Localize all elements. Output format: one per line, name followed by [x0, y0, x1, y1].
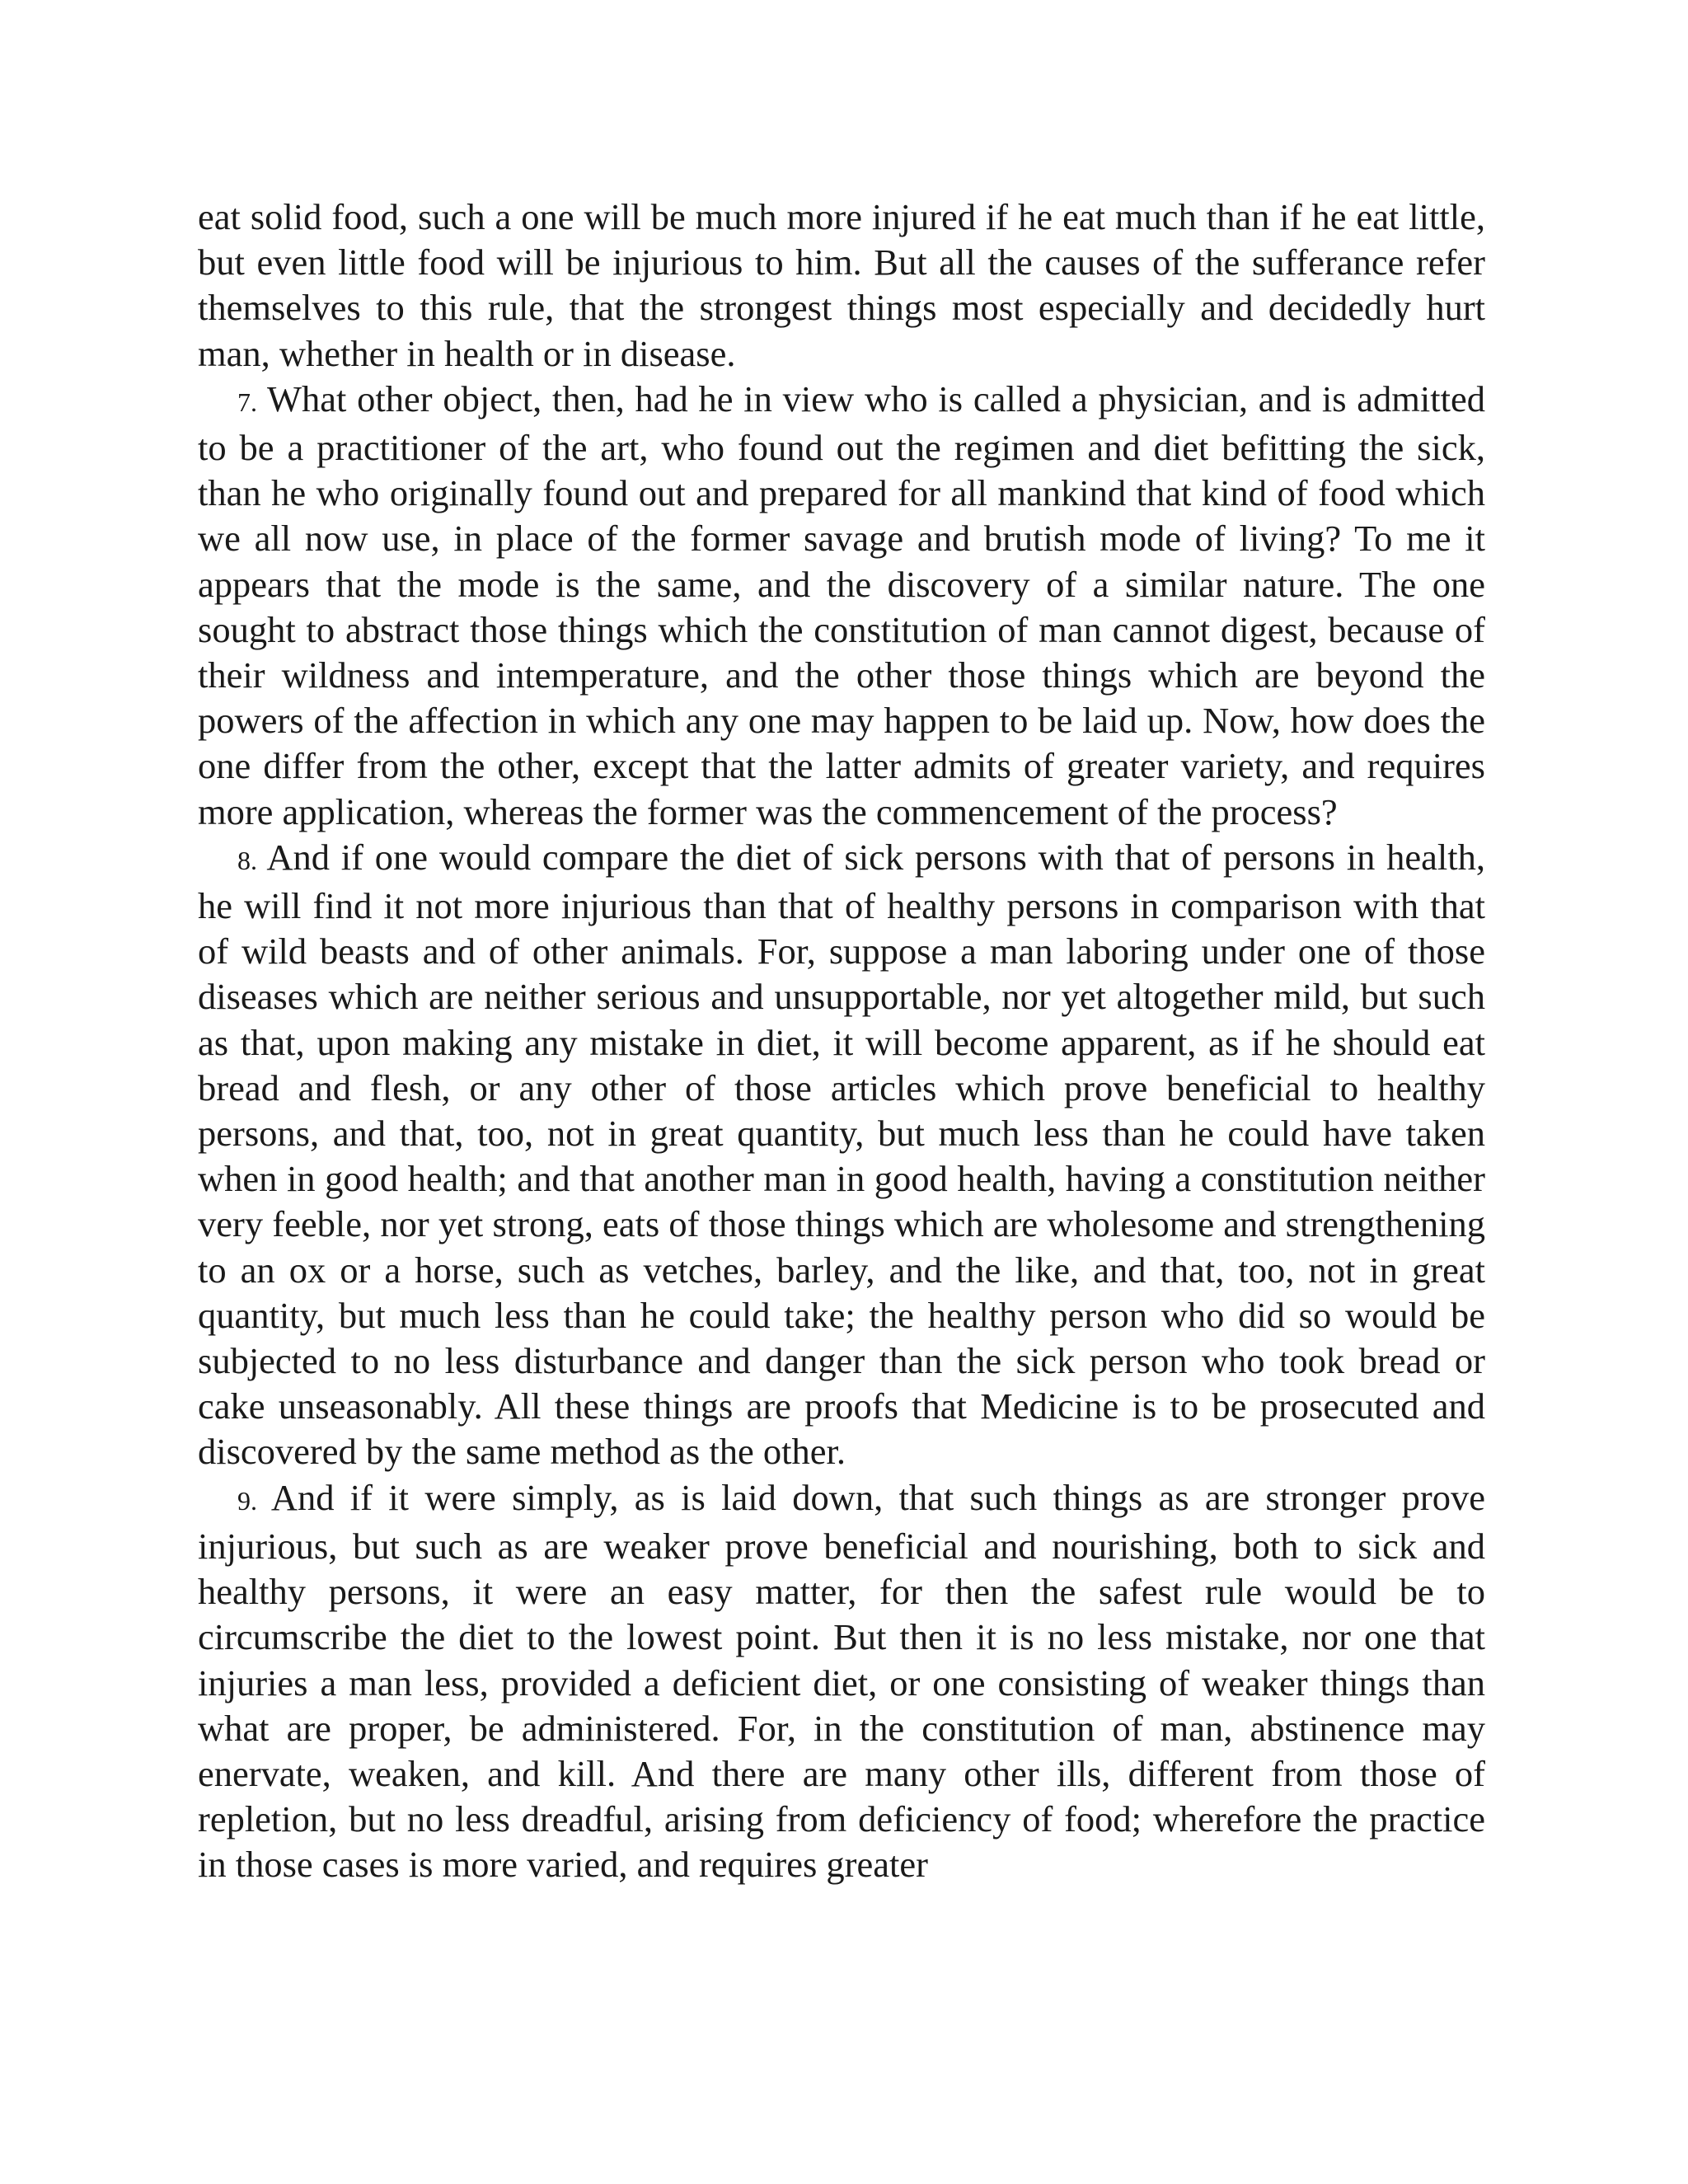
paragraph-text: And if one would compare the diet of sick persons with that of persons in health, he will find it not more injurious than that of healthy persons in comparison with that of wild beasts and of other animals. For, suppose a man laboring under one of those diseases which are neither serious and unsupportable, nor yet altogether mild, but such as that, upon making any mistake in diet, it will become apparent, as if he should eat bread and flesh, or any other of those articles which prove beneficial to healthy persons, and that, too, not in great quantity, but much less than he could have taken when in good health; and that another man in good health, having a constitution neither very feeble, nor yet strong, eats of those things which are wholesome and strengthening to an ox or a horse, such as vetches, barley, and the like, and that, too, not in great quantity, but much less than he could take; the healthy person who did so would be subjected to no less disturbance and danger than the sick person who took bread or cake unseasonably. All these things are proofs that Medicine is to be prosecuted and discovered by the same method as the other. — [198, 836, 1486, 1473]
paragraph-number: 8. — [237, 845, 257, 875]
paragraph-number: 7. — [237, 387, 257, 417]
paragraph-8 — [198, 835, 1485, 1475]
paragraph-9 — [198, 1475, 1485, 1888]
paragraph-text: eat solid food, such a one will be much more injured if he eat much than if he eat little, but even little food will be injurious to him. But all the causes of the sufferance refer themselves to this rule, that the strongest things most especially and decidedly hurt man, whether in health or in disease. — [198, 196, 1485, 374]
paragraph-continuation — [198, 194, 1485, 377]
paragraph-text: And if it were simply, as is laid down, that such things as are stronger prove injurious, but such as are weaker prove beneficial and nourishing, both to sick and healthy persons, it were an easy matter, for then the safest rule would be to circumscribe the diet to the lowest point. But then it is no less mistake, nor one that injuries a man less, provided a deficient diet, or one consisting of weaker things than what are proper, be administered. For, in the constitution of man, abstinence may enervate, weaken, and kill. And there are many other ills, different from those of repletion, but no less dreadful, arising from deficiency of food; wherefore the practice in those cases is more varied, and requires greater — [198, 1476, 1485, 1886]
paragraph-number: 9. — [237, 1485, 257, 1516]
paragraph-7 — [198, 377, 1485, 835]
document-page — [198, 194, 1485, 1888]
paragraph-text: What other object, then, had he in view who is called a physician, and is admitted to be a practitioner of the art, who found out the regimen and diet befitting the sick, than he who originally found out and prepared for all mankind that kind of food which we all now use, in place of the former savage and brutish mode of living? To me it appears that the mode is the same, and the discovery of a similar nature. The one sought to abstract those things which the constitution of man cannot digest, because of their wildness and intemperature, and the other those things which are beyond the powers of the affection in which any one may happen to be laid up. Now, how does the one differ from the other, except that the latter admits of greater variety, and requires more application, whereas the former was the commencement of the process? — [198, 377, 1486, 832]
